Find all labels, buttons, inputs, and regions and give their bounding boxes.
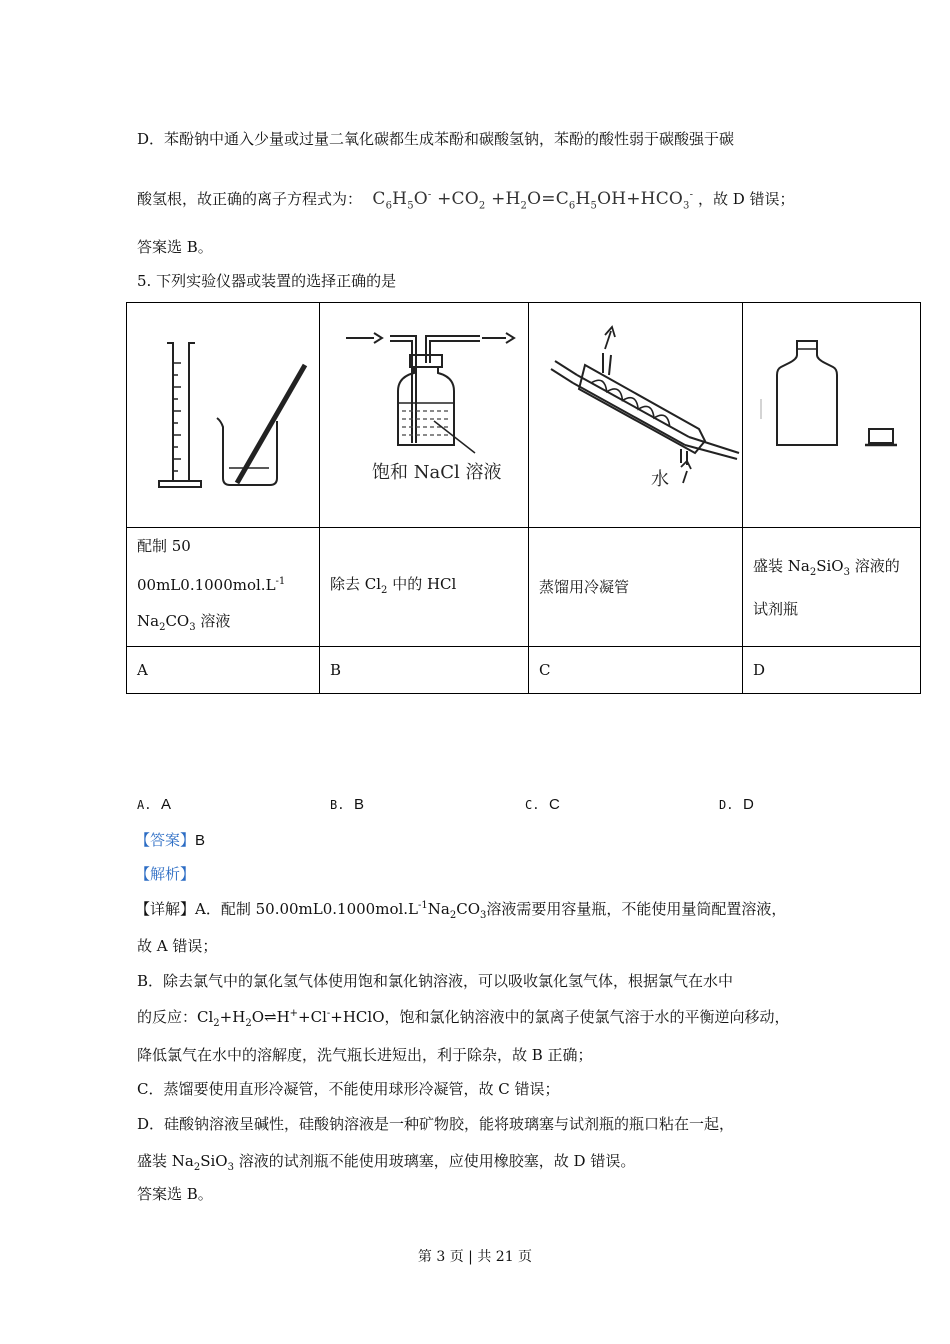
label-a-concentration: 00mL0.1000mol.L [137,576,276,594]
detail-d-line1: D．硅酸钠溶液呈碱性，硅酸钠溶液是一种矿物胶，能将玻璃塞与试剂瓶的瓶口粘在一起， [137,1115,735,1133]
label-a-line3: $Na_2CO_3$ 溶液 [137,612,231,633]
label-b-pre: 除去 Cl [330,574,382,593]
label-d-mid: SiO [816,556,844,575]
option-c-key: C. [525,798,540,812]
option-d-key: D. [719,798,734,812]
cell-image-c [529,303,743,528]
detail-b-line2-post: ，饱和氯化钠溶液中的氯离子使氯气溶于水的平衡逆向移动， [384,1008,790,1026]
detail-tag: 【详解】 [135,900,196,918]
detail-b-line2-pre: 的反应： [137,1008,198,1026]
prev-item-d-line2-tail: ，故 D 错误； [697,190,795,208]
apparatus-table [126,302,921,694]
letter-d: D [743,647,921,694]
label-a [127,528,320,647]
detail-c-line: C．蒸馏要使用直形冷凝管，不能使用球形冷凝管，故 C 错误； [137,1080,560,1098]
label-d-line2: 试剂瓶 [753,599,799,618]
label-a-line1: 配制 50 [137,537,191,555]
label-d-post: 溶液的 [854,556,900,575]
detail-a-line2: 故 A 错误； [137,937,218,955]
cell-image-d [743,303,921,528]
option-b-value: B [354,796,365,813]
option-c[interactable] [525,795,560,813]
label-b-post: 中的 HCl [392,574,457,593]
label-b: 除去 $Cl_2$ 中的 HCl [320,528,529,647]
detail-d-line2: 盛装 $Na_2SiO_3$ 溶液的试剂瓶不能使用玻璃塞，应使用橡胶塞，故 D 错误。 [137,1152,636,1173]
option-a-value: A [161,796,172,813]
option-a-key: A. [137,798,152,812]
option-d[interactable] [719,795,754,813]
phenoxide-co2-equation: $C_6H_5O^- +CO_2 +H_2O=C_6H_5OH+HCO_3^-$ [366,189,694,212]
detail-d-line2-post: 溶液的试剂瓶不能使用玻璃塞，应使用橡胶塞，故 D 错误。 [238,1152,636,1170]
answer-line [135,829,205,850]
answer-tag: 【答案】 [135,831,196,849]
detail-d-line2-pre: 盛装 Na [137,1152,194,1170]
letter-b: B [320,647,529,694]
prev-answer: 答案选 B。 [137,238,213,256]
cell-image-a [127,303,320,528]
detail-final: 答案选 B。 [137,1185,213,1203]
water-inlet-caption: 水 [651,469,669,490]
label-d: 盛装 $Na_2SiO_3$ 溶液的 试剂瓶 [743,528,921,647]
question-stem: 5. 下列实验仪器或装置的选择正确的是 [137,272,397,290]
option-b[interactable] [330,795,364,813]
reagent-bottle-and-stopper-figure [753,303,931,523]
prev-item-d-line2 [137,188,795,211]
prev-item-d-line2-text: 酸氢根，故正确的离子方程式为： [137,190,363,208]
letter-a: A [127,647,320,694]
label-a-suffix: 溶液 [200,612,231,630]
cell-image-b [320,303,529,528]
label-a-sup: -1 [275,576,286,587]
detail-b-line2 [137,1006,790,1029]
option-d-value: D [743,796,754,813]
letter-c: C [529,647,743,694]
option-c-value: C [549,796,560,813]
option-a[interactable] [137,795,171,813]
detail-b-line1: B．除去氯气中的氯化氢气体使用饱和氯化钠溶液，可以吸收氯化氢气体，根据氯气在水中 [137,972,734,990]
detail-b-line3: 降低氯气在水中的溶解度，洗气瓶长进短出，利于除杂，故 B 正确； [137,1046,593,1064]
page-footer: 第 3 页 | 共 21 页 [417,1249,533,1265]
gas-washing-bottle-figure [330,303,539,523]
nacl-solution-caption: 饱和 NaCl 溶液 [372,462,502,483]
option-b-key: B. [330,798,345,812]
answer-value: B [195,832,206,849]
label-a-line2 [137,564,309,603]
label-c: 蒸馏用冷凝管 [529,528,743,647]
label-d-pre: 盛装 Na [753,556,810,575]
graduated-cylinder-and-beaker-figure [137,303,330,523]
prev-item-d-line1: D．苯酚钠中通入少量或过量二氧化碳都生成苯酚和碳酸氢钠，苯酚的酸性弱于碳酸强于碳 [137,130,735,148]
chlorine-water-equation: $Cl_2+H_2O\rightleftharpoons H^++Cl^-+HClO$ [197,1008,385,1029]
detail-a-post: 溶液需要用容量瓶，不能使用量筒配置溶液， [486,900,787,918]
detail-a-line1: 【详解】A．配制 $50.00mL0.1000mol.L^{-1}Na_2CO_3$溶液需要用容量瓶，不能使用量筒配置溶液， [135,900,787,921]
bulb-condenser-figure [539,303,753,523]
analysis-tag: 【解析】 [135,865,196,883]
detail-a-pre: A．配制 50.00mL0.1000mol.L [195,900,419,918]
